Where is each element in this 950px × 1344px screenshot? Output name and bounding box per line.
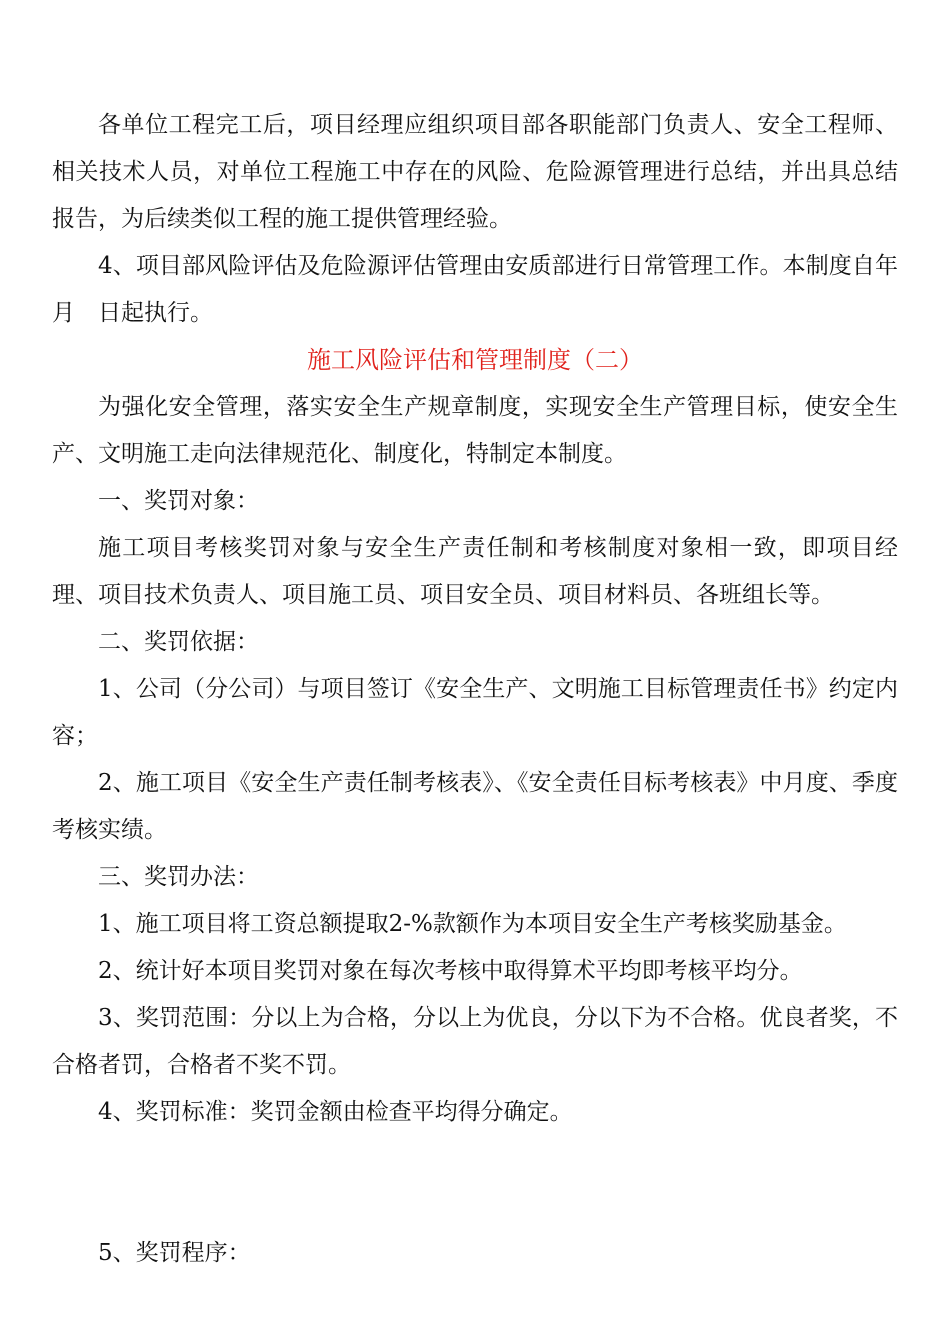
list-item-method-1: 1、施工项目将工资总额提取2-%款额作为本项目安全生产考核奖励基金。: [98, 911, 847, 937]
section-title-basis: 二、奖罚依据：: [98, 629, 259, 655]
list-item-method-2: 2、统计好本项目奖罚对象在每次考核中取得算术平均即考核平均分。: [98, 958, 803, 984]
paragraph-daily-management: 4、项目部风险评估及危险源评估管理由安质部进行日常管理工作。本制度自年 月 日起执行。: [52, 253, 921, 326]
section-title-targets: 一、奖罚对象：: [98, 488, 259, 514]
blank-gap: [52, 1136, 898, 1230]
document-heading: 施工风险评估和管理制度（二）: [307, 346, 643, 374]
list-item-method-5: 5、奖罚程序：: [98, 1240, 251, 1266]
list-item-method-3: 3、奖罚范围：分以上为合格，分以上为优良，分以下为不合格。优良者奖，不合格者罚，合格者不奖不罚。: [52, 1005, 898, 1078]
list-item-basis-2: 2、施工项目《安全生产责任制考核表》、《安全责任目标考核表》中月度、季度考核实绩。: [52, 770, 898, 843]
list-item-method-4: 4、奖罚标准：奖罚金额由检查平均得分确定。: [98, 1099, 573, 1125]
section-title-methods: 三、奖罚办法：: [98, 864, 259, 890]
paragraph-completion-summary: 各单位工程完工后，项目经理应组织项目部各职能部门负责人、安全工程师、相关技术人员，对单位工程施工中存在的风险、危险源管理进行总结，并出具总结报告，为后续类似工程的施工提供管理经验。: [52, 112, 898, 232]
paragraph-targets: 施工项目考核奖罚对象与安全生产责任制和考核制度对象相一致，即项目经理、项目技术负责人、项目施工员、项目安全员、项目材料员、各班组长等。: [52, 535, 898, 608]
paragraph-intro: 为强化安全管理，落实安全生产规章制度，实现安全生产管理目标，使安全生产、文明施工走向法律规范化、制度化，特制定本制度。: [52, 394, 898, 467]
list-item-basis-1: 1、公司（分公司）与项目签订《安全生产、文明施工目标管理责任书》约定内容；: [52, 676, 898, 749]
